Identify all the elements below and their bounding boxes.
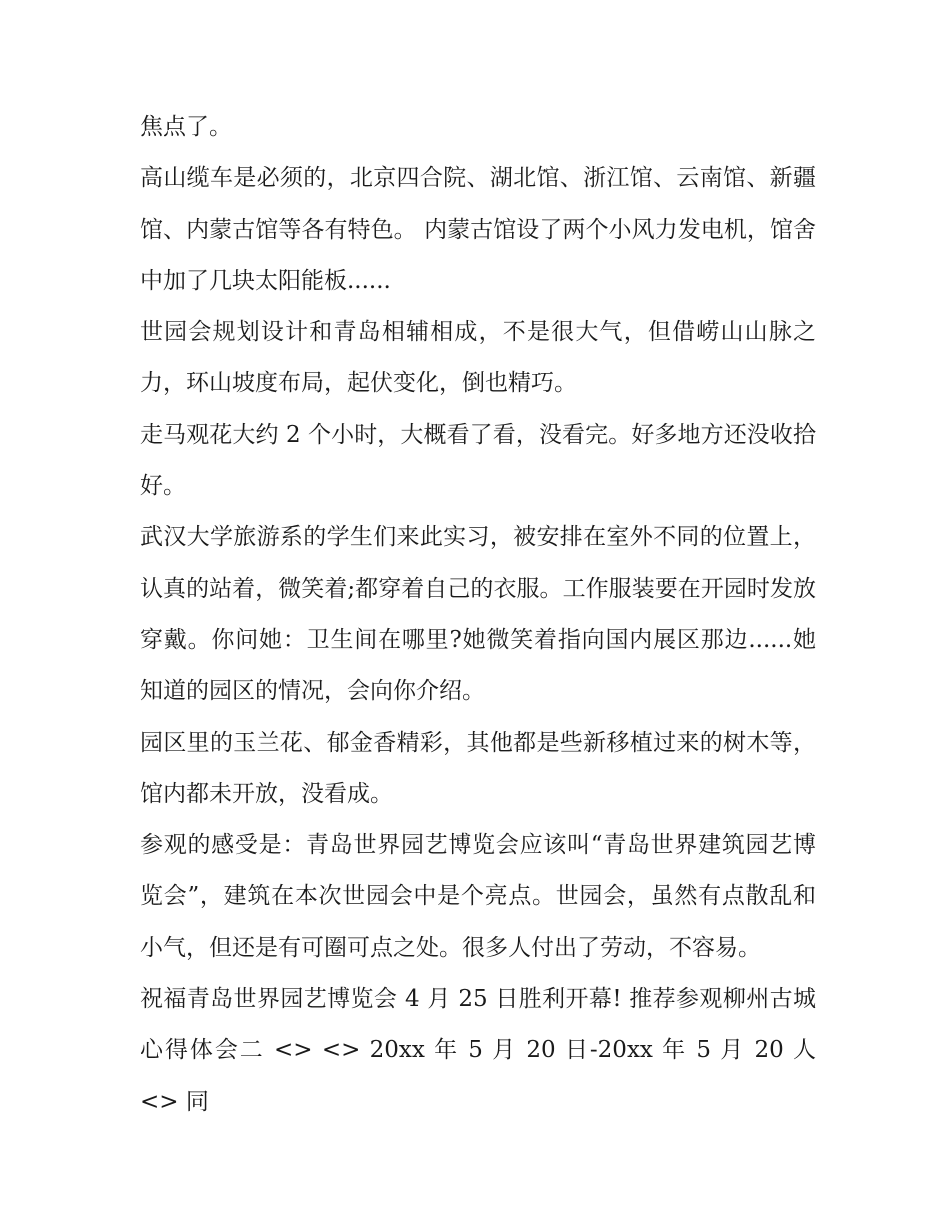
paragraph: 焦点了。 bbox=[140, 114, 232, 140]
paragraph: 祝福青岛世界园艺博览会 4 月 25 日胜利开幕! 推荐参观柳州古城心得体会二 <> <> 20xx 年 5 月 20 日-20xx 年 5 月 20 人 <> 同 bbox=[140, 986, 816, 1115]
paragraph: 高山缆车是必须的，北京四合院、湖北馆、浙江馆、云南馆、新疆馆、内蒙古馆等各有特色。 内蒙古馆设了两个小风力发电机，馆舍中加了几块太阳能板...... bbox=[140, 165, 816, 294]
document-body bbox=[140, 102, 816, 1128]
paragraph: 世园会规划设计和青岛相辅相成，不是很大气，但借崂山山脉之力，环山坡度布局，起伏变化，倒也精巧。 bbox=[140, 319, 816, 397]
paragraph: 参观的感受是：青岛世界园艺博览会应该叫“青岛世界建筑园艺博览会”，建筑在本次世园会中是个亮点。世园会，虽然有点散乱和小气，但还是有可圈可点之处。很多人付出了劳动，不容易。 bbox=[140, 832, 816, 961]
paragraph: 走马观花大约 2 个小时，大概看了看，没看完。好多地方还没收拾好。 bbox=[140, 421, 816, 500]
paragraph: 武汉大学旅游系的学生们来此实习，被安排在室外不同的位置上，认真的站着，微笑着;都穿着自己的衣服。工作服装要在开园时发放穿戴。你问她：卫生间在哪里?她微笑着指向国内展区那边......她知道的园区的情况，会向你介绍。 bbox=[140, 524, 816, 705]
paragraph: 园区里的玉兰花、郁金香精彩，其他都是些新移植过来的树木等，馆内都未开放，没看成。 bbox=[140, 729, 816, 807]
